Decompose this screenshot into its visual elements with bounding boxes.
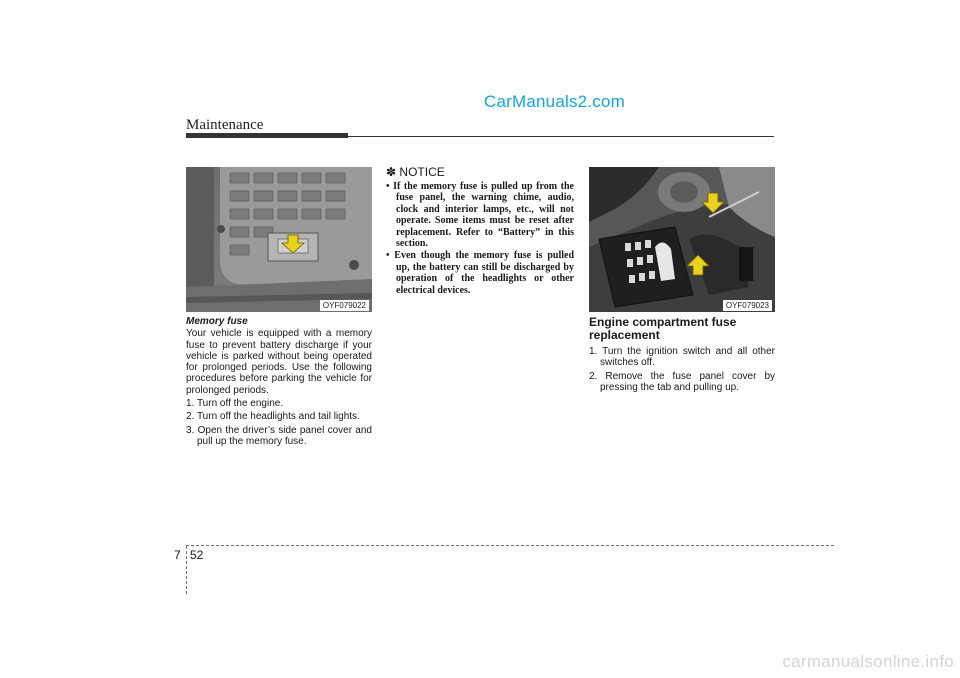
header-rule-thick <box>186 133 348 138</box>
photo-code-right: OYF079023 <box>723 300 772 311</box>
notice-title: NOTICE <box>399 165 445 179</box>
watermark-top[interactable]: CarManuals2.com <box>484 92 625 111</box>
notice-list <box>386 181 574 296</box>
notice-star-icon: ✽ <box>386 165 397 179</box>
memory-fuse-photo <box>186 167 372 312</box>
engine-fuse-heading: Engine compartment fuse replacement <box>589 315 737 342</box>
list-item: 2. Remove the fuse panel cover by pressing the tab and pulling up. <box>589 370 775 393</box>
page-number: 52 <box>190 548 204 562</box>
list-item: 2. Turn off the headlights and tail lights. <box>186 411 360 423</box>
footer-rule <box>186 545 834 546</box>
list-item: • If the memory fuse is pulled up from the fuse panel, the warning chime, audio, clock and interior lamps, etc., will not operate. Some items must be reset after replacement. Refer to “Battery” in this section. <box>386 181 574 250</box>
list-item: 1. Turn off the engine. <box>186 398 284 410</box>
memory-fuse-illustration <box>186 167 372 312</box>
engine-fuse-photo <box>589 167 775 312</box>
list-item: • Even though the memory fuse is pulled up, the battery can still be discharged by operation of the headlights or other electrical devices. <box>386 250 574 296</box>
engine-fuse-section <box>589 316 775 395</box>
memory-fuse-section <box>186 316 372 449</box>
header-rule-thin <box>348 136 774 137</box>
notice-box <box>386 165 574 297</box>
page-divider <box>186 546 187 594</box>
memory-fuse-steps <box>186 398 372 447</box>
list-item: 3. Open the driver’s side panel cover and pull up the memory fuse. <box>186 424 372 447</box>
memory-fuse-heading: Memory fuse <box>186 316 248 327</box>
notice-heading <box>386 165 574 179</box>
photo-code-left: OYF079022 <box>320 300 369 311</box>
engine-fuse-illustration <box>589 167 775 312</box>
memory-fuse-body: Your vehicle is equipped with a memory fuse to prevent battery discharge if your vehicle is parked without being operated for prolonged periods. Use the following procedures before parking the vehicle for prolonged periods. <box>186 328 372 396</box>
list-item: 1. Turn the ignition switch and all other switches off. <box>589 346 775 369</box>
engine-fuse-steps <box>589 346 775 393</box>
chapter-number: 7 <box>174 548 181 562</box>
watermark-bottom[interactable]: carmanualsonline.info <box>782 652 954 671</box>
section-title: Maintenance <box>186 117 264 133</box>
